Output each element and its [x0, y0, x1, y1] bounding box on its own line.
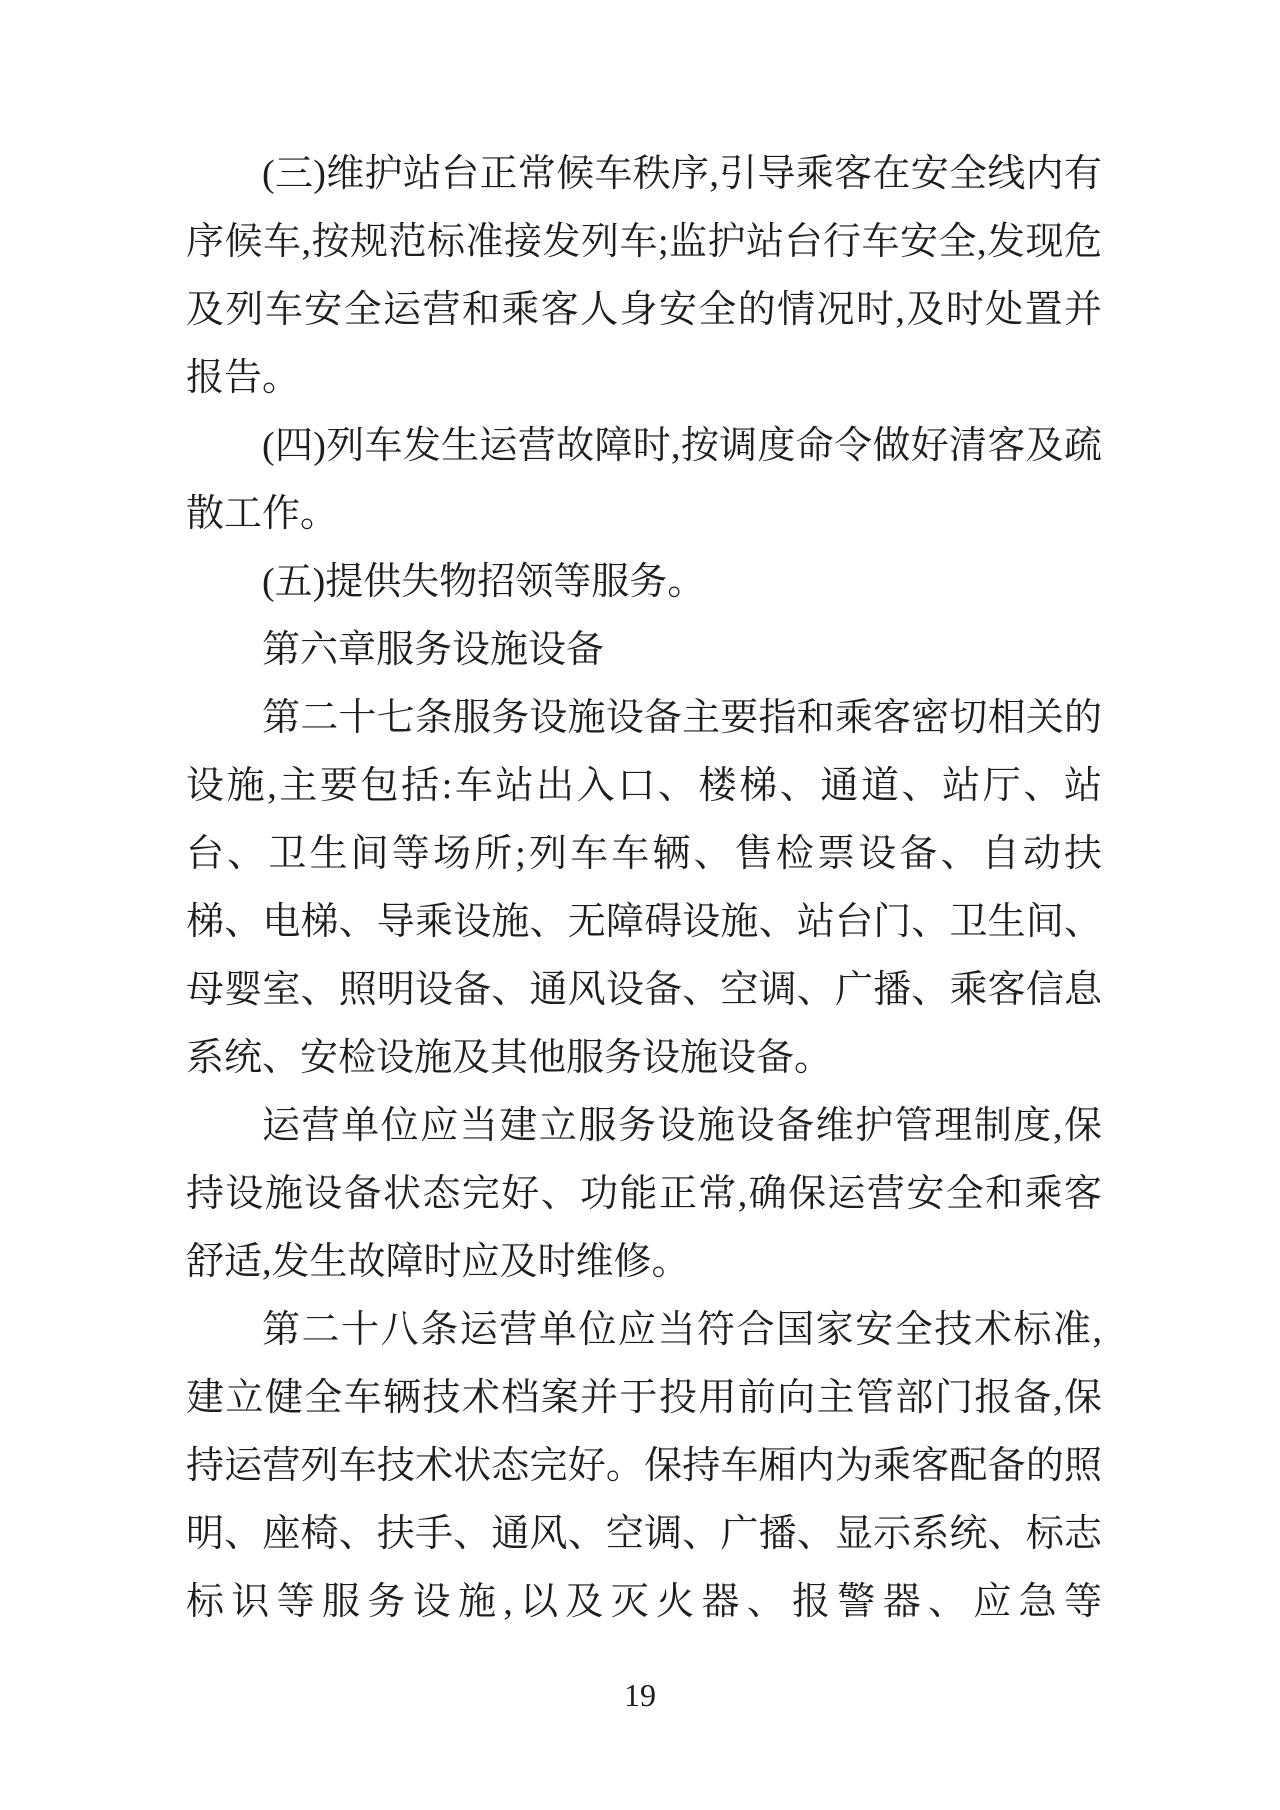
paragraph-item-3: (三)维护站台正常候车秩序,引导乘客在安全线内有序候车,按规范标准接发列车;监护站台行车安全,发现危及列车安全运营和乘客人身安全的情况时,及时处置并报告。 [186, 153, 1102, 399]
paragraph-article-28: 第二十八条运营单位应当符合国家安全技术标准,建立健全车辆技术档案并于投用前向主管部门报备,保持运营列车技术状态完好。保持车厢内为乘客配备的照明、座椅、扶手、通风、空调、广播、显示系统、标志标识等服务设施,以及灭火器、报警器、应急等 [186, 1309, 1102, 1623]
document-body [186, 140, 1102, 1636]
page-number: 19 [624, 1677, 656, 1713]
chapter-heading: 第六章服务设施设备 [262, 629, 605, 671]
paragraph-item-5: (五)提供失物招领等服务。 [262, 561, 706, 603]
paragraph-maintenance: 运营单位应当建立服务设施设备维护管理制度,保持设施设备状态完好、功能正常,确保运营安全和乘客舒适,发生故障时应及时维修。 [186, 1105, 1102, 1283]
paragraph-item-4: (四)列车发生运营故障时,按调度命令做好清客及疏散工作。 [186, 425, 1102, 535]
paragraph-article-27: 第二十七条服务设施设备主要指和乘客密切相关的设施,主要包括:车站出入口、楼梯、通道、站厅、站台、卫生间等场所;列车车辆、售检票设备、自动扶梯、电梯、导乘设施、无障碍设施、站台门、卫生间、母婴室、照明设备、通风设备、空调、广播、乘客信息系统、安检设施及其他服务设施设备。 [186, 697, 1102, 1079]
